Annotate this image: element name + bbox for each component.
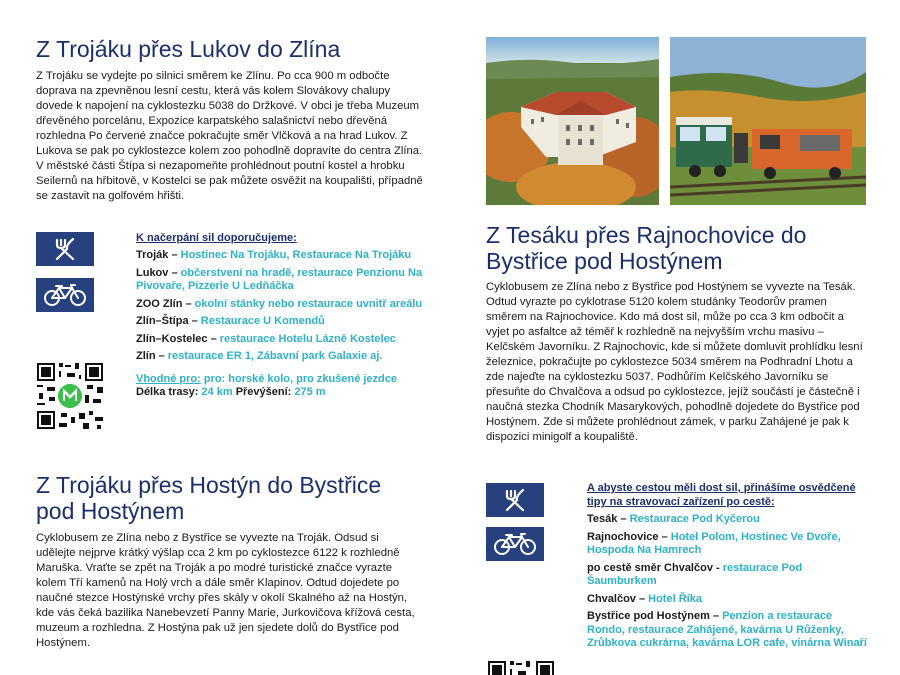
tip-item: Troják – Hostinec Na Trojáku, Restaurace Na Trojáku xyxy=(136,249,412,261)
tip-item: Rajnochovice – Hotel Polom, Hostinec Ve Dvoře, Hospoda Na Hamrech xyxy=(587,530,841,556)
section3-title: Z Tesáku přes Rajnochovice do Bystřice pod Hostýnem xyxy=(486,222,807,274)
section1-text: Z Trojáku se vydejte po silnici směrem ke Zlínu. Po cca 900 m odbočte doprava na zpevněnou lesní cestu, která vás kolem Slovákovy chalupy dovede k napojení na cyklostezku 5038 do Držkové. V obci je třeba Muzeum dřevěného porcelánu, Expozice karpatského salašnictví nebo dřevěná rozhledna Po červené značce pokračujte směr Vlčková a na hrad Lukov. Z Lukova se pak po cyklostezce kolem zoo pohodlně dopravíte do centra Zlína. V městské části Štípa si nezapomeňte prohlédnout poutní kostel a hrobku Seilernů na hřbitově, v Kostelci se pak můžete osvěžit na koupališti, případně se zastavit na golfovém hřišti. xyxy=(36,70,423,202)
section2-title: Z Trojáku přes Hostýn do Bystřice pod Hostýnem xyxy=(36,472,382,524)
route-info: Vhodné pro: pro: horské kolo, pro zkušené jezdce Délka trasy: 24 km Převýšení: 275 m xyxy=(136,372,397,398)
tip-item: Zlín–Kostelec – restaurace Hotelu Lázně Kostelec xyxy=(136,332,396,345)
tip-item: Zlín – restaurace ER 1, Zábavní park Galaxie aj. xyxy=(136,350,383,362)
tip-item: Zlín–Štípa – Restaurace U Komendů xyxy=(136,315,325,327)
qr-code-1[interactable] xyxy=(35,361,105,431)
bicycle-icon xyxy=(493,532,537,556)
section2-text: Cyklobusem ze Zlína nebo z Bystřice se vyvezte na Troják. Odsud si udělejte nejprve krátký výšlap cca 2 km po cyklostezce 6122 k rozhledně Maruška. Vraťte se zpět na Troják a po modré turistické značce vyrazte kolem Tří kamenů na Holý vrch a dále směr Klapinov. Odtud dojedete po naučné stezce Hostýnské vrchy přes skály v okolí Skalného až na Hostýn, kde vás čeká bazilika Nanebevzetí Panny Marie, Jurkovičova křížová cesta, muzeum a rozhledna. Z Hostýna pak už jen sjedete dolů do Bystřice pod Hostýnem. xyxy=(36,532,415,649)
tips-heading: K načerpání sil doporučujeme: xyxy=(136,232,297,244)
tip-item: ZOO Zlín – okolní stánky nebo restaurace uvnitř areálu xyxy=(136,297,423,310)
restaurant-icon-box xyxy=(36,232,94,266)
tips-block-1 xyxy=(136,231,426,400)
qr-code-2[interactable] xyxy=(486,659,556,675)
tip-item: Chvalčov – Hotel Říka xyxy=(587,592,702,605)
bicycle-icon xyxy=(43,283,87,307)
qr-code-icon xyxy=(35,361,105,431)
restaurant-icon-box xyxy=(486,483,544,517)
section3-text: Cyklobusem ze Zlína nebo z Bystřice pod Hostýnem se vyvezte na Tesák. Odtud vyrazte po cyklotrase 5120 kolem studánky Teodorův pramen směrem na Rajnochovice. Kdo má dost sil, může po cca 3 km odbočit a vyjet po asfaltce až téměř k rozhledně na nejvyšším vrchu masivu – Kelčském Javorníku. Z Rajnochovic, kde si můžete domluvit prohlídku lesní železnice, pokračujte po cyklostezce 5034 směrem na Podhradní Lhotu a zde najeďte na cyklostezku 5037. Podhůřím Kelčského Javorníku se přesuňte do Chvalčova a odsud po cyklostezce, jejíž součástí je částečně i naučná stezka Chodník Masarykových, pohodlně dojedete do Bystřice pod Hostýnem. Zde si můžete prohlédnout zámek, v parku Zahájené je pak k dispozici minigolf a koupaliště. xyxy=(486,281,863,443)
section1-title: Z Trojáku přes Lukov do Zlína xyxy=(36,36,341,62)
qr-code-icon xyxy=(486,659,556,675)
fork-knife-icon xyxy=(502,487,528,513)
bicycle-icon-box xyxy=(36,278,94,312)
tip-item: po cestě směr Chvalčov - restaurace Pod Šaumburkem xyxy=(587,561,803,587)
tips-block-3 xyxy=(587,481,867,651)
tip-item: Lukov – občerstvení na hradě, restaurace Penzionu Na Pivovaře, Pizzerie U Ledňáčka xyxy=(136,266,423,292)
tip-item: Tesák – Restaurace Pod Kyčerou xyxy=(587,513,760,525)
fork-knife-icon xyxy=(52,236,78,262)
photo-forest-railway xyxy=(670,37,866,205)
tips-heading: A abyste cestou měli dost sil, přinášíme osvědčené tipy na stravovací zařízení po cestě: xyxy=(587,482,856,508)
tip-item: Bystřice pod Hostýnem – Penzion a restaurace Rondo, restaurace Zahájené, kavárna U Růženky, Zrůbkova cukrárna, kavárna LOR cafe, vinárna Winaří xyxy=(587,610,867,649)
photo-castle xyxy=(486,37,659,205)
bicycle-icon-box xyxy=(486,527,544,561)
